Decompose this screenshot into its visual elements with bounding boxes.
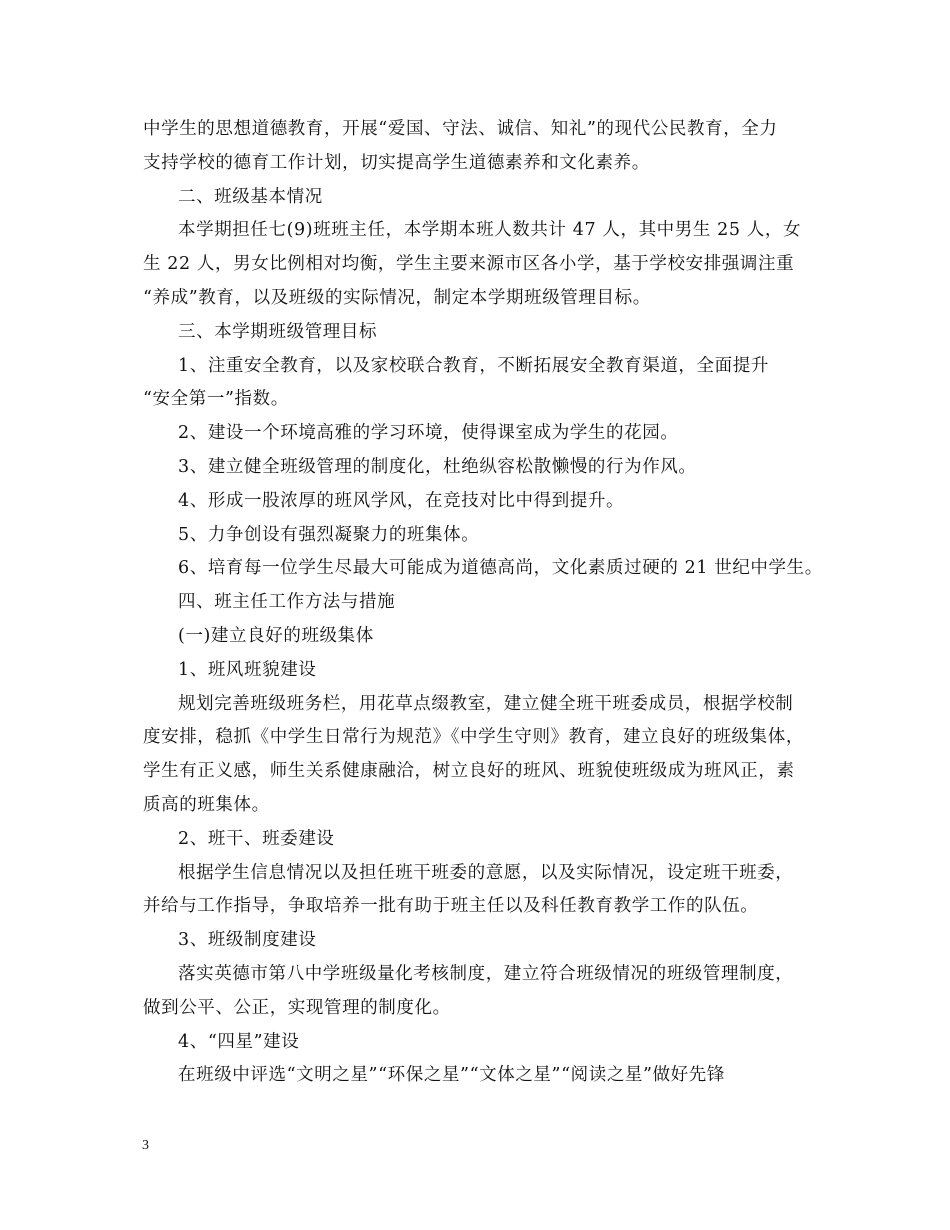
paragraph-line: 度安排，稳抓《中学生日常行为规范》《中学生守则》教育，建立良好的班级集体， <box>143 727 804 748</box>
paragraph-line: 在班级中评选“文明之星”“环保之星”“文体之星”“阅读之星”做好先锋 <box>178 1065 725 1086</box>
paragraph-line: 中学生的思想道德教育，开展“爱国、守法、诚信、知礼”的现代公民教育，全力 <box>143 119 778 139</box>
paragraph-line: 做到公平、公正，实现管理的制度化。 <box>143 997 451 1018</box>
paragraph-line: 支持学校的德育工作计划，切实提高学生道德素养和文化素养。 <box>143 152 650 173</box>
list-item: 4、形成一股浓厚的班风学风，在竞技对比中得到提升。 <box>178 490 625 511</box>
list-item: 1、注重安全教育，以及家校联合教育，不断拓展安全教育渠道，全面提升 <box>178 355 769 376</box>
list-item: 2、建设一个环境高雅的学习环境，使得课室成为学生的花园。 <box>178 423 679 444</box>
paragraph-line: 落实英德市第八中学班级量化考核制度，建立符合班级情况的班级管理制度， <box>178 963 794 984</box>
list-item: 5、力争创设有强烈凝聚力的班集体。 <box>178 524 480 545</box>
subsection-heading: (一)建立良好的班级集体 <box>178 625 374 646</box>
document-body <box>143 113 827 1093</box>
section-heading: 二、班级基本情况 <box>178 186 323 207</box>
list-item-continuation: “安全第一”指数。 <box>143 389 289 410</box>
item-heading: 1、班风班貌建设 <box>178 659 317 680</box>
paragraph-line: 生 22 人，男女比例相对均衡，学生主要来源市区各小学，基于学校安排强调注重 <box>143 254 795 275</box>
paragraph-line: 学生有正义感，师生关系健康融洽，树立良好的班风、班貌使班级成为班风正，素 <box>143 761 795 782</box>
item-heading: 2、班干、班委建设 <box>178 828 335 849</box>
item-heading: 3、班级制度建设 <box>178 930 317 951</box>
list-item: 6、培育每一位学生尽最大可能成为道德高尚，文化素质过硬的 21 世纪中学生。 <box>178 558 823 579</box>
section-heading: 四、班主任工作方法与措施 <box>178 592 396 613</box>
paragraph-line: 根据学生信息情况以及担任班干班委的意愿，以及实际情况，设定班干班委， <box>178 862 794 883</box>
paragraph-line: 质高的班集体。 <box>143 794 270 815</box>
paragraph-line: “养成”教育，以及班级的实际情况，制定本学期班级管理目标。 <box>143 287 651 308</box>
paragraph-line: 并给与工作指导，争取培养一批有助于班主任以及科任教育教学工作的队伍。 <box>143 896 759 917</box>
paragraph-line: 规划完善班级班务栏，用花草点缀教室，建立健全班干班委成员，根据学校制 <box>178 693 794 714</box>
list-item: 3、建立健全班级管理的制度化，杜绝纵容松散懒慢的行为作风。 <box>178 456 697 477</box>
section-heading: 三、本学期班级管理目标 <box>178 321 378 342</box>
item-heading: 4、“四星”建设 <box>178 1031 300 1052</box>
page-number: 3 <box>142 1138 149 1153</box>
paragraph-line: 本学期担任七(9)班班主任，本学期本班人数共计 47 人，其中男生 25 人，女 <box>178 220 802 241</box>
